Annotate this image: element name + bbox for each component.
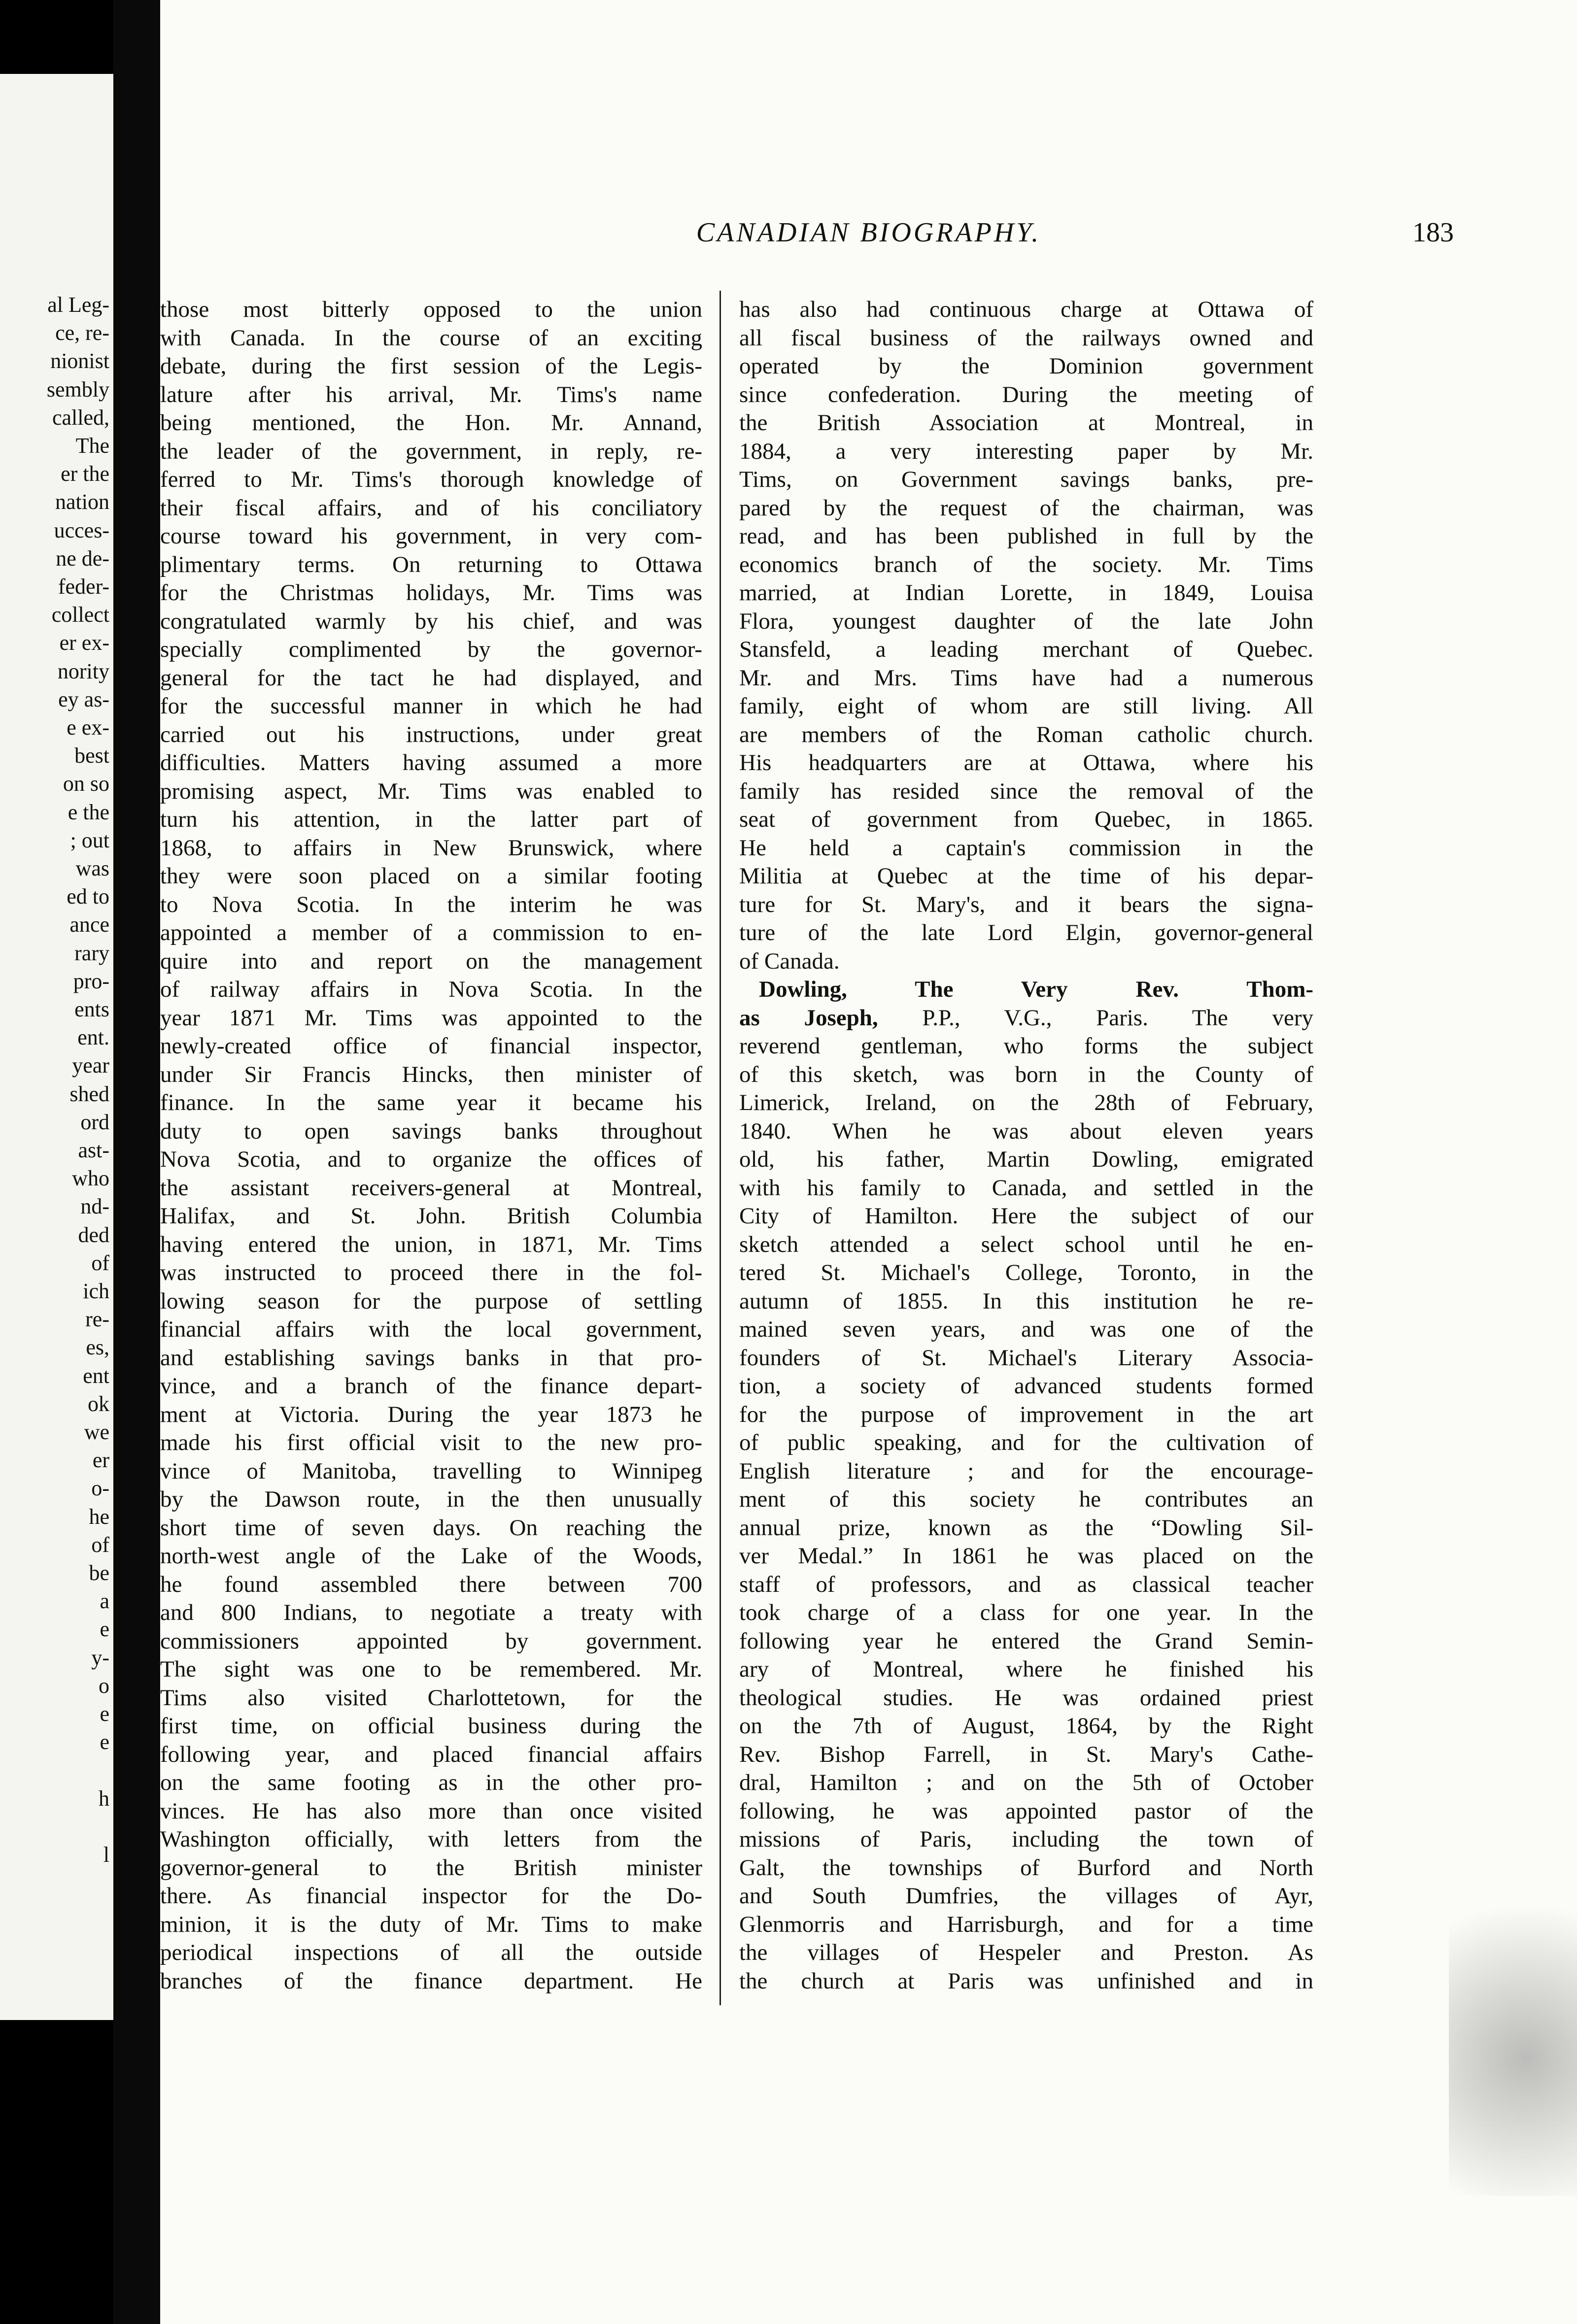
text-line: general for the tact he had displayed, and <box>160 665 702 691</box>
text-line: financial affairs with the local government, <box>160 1316 702 1342</box>
facing-page-text-fragment: shed <box>69 1081 109 1106</box>
facing-page-text-fragment: ed to <box>67 884 109 909</box>
running-head: CANADIAN BIOGRAPHY. <box>696 217 1041 248</box>
text-line: made his first official visit to the new pro- <box>160 1430 702 1455</box>
text-line: Tims also visited Charlottetown, for the <box>160 1684 702 1711</box>
text-line: old, his father, Martin Dowling, emigrated <box>739 1146 1313 1172</box>
facing-page-text-fragment: he <box>89 1504 109 1529</box>
text-line: founders of St. Michael's Literary Associa- <box>739 1345 1313 1371</box>
text-line: 1868, to affairs in New Brunswick, where <box>160 835 702 861</box>
text-line: vince, and a branch of the finance depart- <box>160 1373 702 1399</box>
text-line: on the 7th of August, 1864, by the Right <box>739 1713 1313 1739</box>
text-line: following, he was appointed pastor of the <box>739 1798 1313 1824</box>
text-line: course toward his government, in very com- <box>160 523 702 549</box>
facing-page-text-fragment: ; out <box>70 828 109 852</box>
facing-page-text-fragment: er the <box>61 462 109 486</box>
entry-name-part2: as Joseph, <box>739 1005 878 1031</box>
text-line: economics branch of the society. Mr. Tims <box>739 551 1313 577</box>
facing-page-text-fragment: y- <box>91 1645 109 1670</box>
text-line: tered St. Michael's College, Toronto, in the <box>739 1260 1313 1285</box>
facing-page-text-fragment: was <box>75 856 109 880</box>
text-line: was instructed to proceed there in the fol- <box>160 1260 702 1285</box>
facing-page-text-fragment: ent <box>83 1363 109 1388</box>
text-line: ferred to Mr. Tims's thorough knowledge of <box>160 467 702 492</box>
facing-page-text-fragment: ne de- <box>56 546 109 571</box>
text-line: the church at Paris was unfinished and in <box>739 1968 1313 1994</box>
text-line: with his family to Canada, and settled in the <box>739 1175 1313 1201</box>
text-line: appointed a member of a commission to en- <box>160 920 702 945</box>
text-line: vinces. He has also more than once visited <box>160 1798 702 1824</box>
facing-page-text-fragment: ich <box>83 1279 109 1303</box>
text-line: theological studies. He was ordained priest <box>739 1684 1313 1711</box>
facing-page-text-fragment: nd- <box>80 1194 109 1219</box>
text-line: ary of Montreal, where he finished his <box>739 1656 1313 1682</box>
text-column-left <box>160 296 702 1995</box>
tims-entry-continuation <box>739 296 1313 976</box>
facing-page-text-fragment: re- <box>85 1307 109 1332</box>
text-line: being mentioned, the Hon. Mr. Annand, <box>160 410 702 436</box>
facing-page-text-fragment: ast- <box>78 1138 109 1162</box>
facing-page-text-fragment: called, <box>52 405 109 430</box>
column-divider <box>720 291 721 2005</box>
text-line: ver Medal.” In 1861 he was placed on the <box>739 1543 1313 1569</box>
dowling-entry-body <box>739 1032 1313 1995</box>
facing-page-text-fragment: nionist <box>50 349 109 373</box>
facing-page-text-fragment: we <box>84 1420 109 1444</box>
text-line: lature after his arrival, Mr. Tims's name <box>160 381 702 407</box>
text-line: He held a captain's commission in the <box>739 835 1313 861</box>
text-line: Halifax, and St. John. British Columbia <box>160 1203 702 1229</box>
text-line: the British Association at Montreal, in <box>739 410 1313 436</box>
facing-page-text-fragment: e ex- <box>67 715 109 740</box>
text-line: and 800 Indians, to negotiate a treaty with <box>160 1600 702 1625</box>
text-line: read, and has been published in full by the <box>739 523 1313 549</box>
text-line: of this sketch, was born in the County of <box>739 1061 1313 1087</box>
facing-page-text-fragment: er <box>92 1448 109 1473</box>
facing-page-text-fragment: er ex- <box>59 631 109 655</box>
text-line: their fiscal affairs, and of his conciliatory <box>160 495 702 521</box>
text-line: dral, Hamilton ; and on the 5th of October <box>739 1770 1313 1795</box>
text-line: ture for St. Mary's, and it bears the signa- <box>739 891 1313 917</box>
text-line: newly-created office of financial inspector, <box>160 1033 702 1059</box>
text-line: has also had continuous charge at Ottawa of <box>739 297 1313 322</box>
entry-heading-line-1 <box>739 976 1313 1004</box>
text-line: ment of this society he contributes an <box>739 1486 1313 1512</box>
text-line: to Nova Scotia. In the interim he was <box>160 891 702 917</box>
text-line: ture of the late Lord Elgin, governor-general <box>739 920 1313 945</box>
facing-page-text-fragment: of <box>91 1250 109 1275</box>
facing-page-text-fragment: be <box>89 1561 109 1585</box>
facing-page-fragment <box>0 74 113 2020</box>
text-line: Stansfeld, a leading merchant of Quebec. <box>739 637 1313 662</box>
entry-heading-line-2 <box>739 1004 1313 1033</box>
text-line: City of Hamilton. Here the subject of our <box>739 1203 1313 1229</box>
facing-page-text-fragment: rary <box>74 941 109 965</box>
text-line: minion, it is the duty of Mr. Tims to make <box>160 1911 702 1937</box>
scan-noise <box>1449 1851 1577 2196</box>
text-line: 1884, a very interesting paper by Mr. <box>739 438 1313 464</box>
text-line: quire into and report on the management <box>160 948 702 974</box>
text-line: periodical inspections of all the outside <box>160 1940 702 1965</box>
text-line: he found assembled there between 700 <box>160 1571 702 1597</box>
text-line: branches of the finance department. He <box>160 1968 702 1994</box>
facing-page-text-fragment: feder- <box>58 574 109 599</box>
facing-page-text-fragment: The <box>75 434 109 458</box>
text-line: promising aspect, Mr. Tims was enabled to <box>160 778 702 804</box>
text-line: married, at Indian Lorette, in 1849, Louisa <box>739 580 1313 606</box>
facing-page-text-fragment: al Leg- <box>47 293 109 317</box>
facing-page-text-fragment: o <box>99 1673 109 1698</box>
book-gutter <box>113 0 160 2324</box>
text-line: annual prize, known as the “Dowling Sil- <box>739 1515 1313 1541</box>
text-line: family, eight of whom are still living. All <box>739 693 1313 719</box>
facing-page-text-fragment: on so <box>63 772 109 796</box>
text-line: year 1871 Mr. Tims was appointed to the <box>160 1005 702 1031</box>
text-line: first time, on official business during the <box>160 1713 702 1739</box>
text-line: of public speaking, and for the cultivation of <box>739 1430 1313 1455</box>
facing-page-text-fragment: ce, re- <box>55 321 109 345</box>
text-line: sketch attended a select school until he en- <box>739 1231 1313 1257</box>
text-line: since confederation. During the meeting of <box>739 381 1313 407</box>
text-line: vince of Manitoba, travelling to Winnipeg <box>160 1458 702 1484</box>
text-line: they were soon placed on a similar footing <box>160 863 702 889</box>
text-line: of railway affairs in Nova Scotia. In the <box>160 977 702 1002</box>
facing-page-text-fragment: nation <box>55 490 109 514</box>
text-line: congratulated warmly by his chief, and was <box>160 608 702 634</box>
text-line: reverend gentleman, who forms the subject <box>739 1033 1313 1059</box>
facing-page-text-fragment: who <box>72 1166 109 1191</box>
text-line: English literature ; and for the encourage- <box>739 1458 1313 1484</box>
text-line: all fiscal business of the railways owned and <box>739 325 1313 351</box>
text-line: of Canada. <box>739 948 840 974</box>
facing-page-text-fragment: ord <box>80 1110 109 1134</box>
text-line: seat of government from Quebec, in 1865. <box>739 807 1313 832</box>
text-line: ment at Victoria. During the year 1873 he <box>160 1401 702 1427</box>
text-line: Washington officially, with letters from the <box>160 1826 702 1852</box>
book-page <box>160 0 1577 2324</box>
facing-page-text-fragment: e <box>100 1617 109 1642</box>
text-line: the assistant receivers-general at Montreal, <box>160 1175 702 1201</box>
text-line: family has resided since the removal of the <box>739 778 1313 804</box>
facing-page-text-fragment: sembly <box>46 377 109 402</box>
text-line: turn his attention, in the latter part of <box>160 807 702 832</box>
facing-page-text-fragment: year <box>72 1053 109 1078</box>
facing-page-text-fragment: ent. <box>77 1025 109 1050</box>
facing-page-text-fragment: ok <box>88 1391 109 1416</box>
text-line: those most bitterly opposed to the union <box>160 297 702 322</box>
facing-page-text-fragment: ded <box>78 1222 109 1247</box>
text-line: are members of the Roman catholic church. <box>739 721 1313 747</box>
text-line: missions of Paris, including the town of <box>739 1826 1313 1852</box>
text-line: under Sir Francis Hincks, then minister of <box>160 1061 702 1087</box>
text-line: plimentary terms. On returning to Ottawa <box>160 551 702 577</box>
text-line: on the same footing as in the other pro- <box>160 1770 702 1795</box>
facing-page-text-fragment: es, <box>86 1335 109 1360</box>
text-line: Flora, youngest daughter of the late John <box>739 608 1313 634</box>
facing-page-text-fragment: e <box>100 1702 109 1726</box>
text-line: His headquarters are at Ottawa, where his <box>739 750 1313 775</box>
text-line: difficulties. Matters having assumed a more <box>160 750 702 775</box>
text-line: staff of professors, and as classical teacher <box>739 1571 1313 1597</box>
facing-page-text-fragment: ents <box>74 997 109 1021</box>
facing-page-text-fragment: l <box>103 1843 109 1867</box>
text-line: short time of seven days. On reaching the <box>160 1515 702 1541</box>
text-line: Rev. Bishop Farrell, in St. Mary's Cathe- <box>739 1741 1313 1767</box>
biography-entry-dowling <box>739 976 1313 1032</box>
text-line: the leader of the government, in reply, re- <box>160 438 702 464</box>
facing-page-text-fragment: e the <box>68 800 109 824</box>
text-line: finance. In the same year it became his <box>160 1090 702 1115</box>
text-column-right <box>739 296 1313 1995</box>
text-line: tion, a society of advanced students formed <box>739 1373 1313 1399</box>
text-line: lowing season for the purpose of settling <box>160 1288 702 1314</box>
entry-name-suffix: P.P., V.G., Paris. The very <box>878 1005 1313 1031</box>
text-line: Glenmorris and Harrisburgh, and for a time <box>739 1911 1313 1937</box>
text-line: Galt, the townships of Burford and North <box>739 1854 1313 1881</box>
facing-page-text-fragment: h <box>99 1786 109 1811</box>
text-line: for the successful manner in which he had <box>160 693 702 719</box>
text-line: specially complimented by the governor- <box>160 637 702 662</box>
page-number: 183 <box>1412 217 1454 248</box>
text-line: carried out his instructions, under great <box>160 721 702 747</box>
text-line: by the Dawson route, in the then unusually <box>160 1486 702 1512</box>
entry-name-part1: Dowling, The Very Rev. Thom- <box>759 977 1313 1002</box>
page-header <box>160 217 1577 256</box>
text-line: having entered the union, in 1871, Mr. Tims <box>160 1231 702 1257</box>
text-line: following year, and placed financial affairs <box>160 1741 702 1767</box>
text-line: 1840. When he was about eleven years <box>739 1118 1313 1144</box>
facing-page-text-fragment: a <box>100 1589 109 1614</box>
text-line: duty to open savings banks throughout <box>160 1118 702 1144</box>
facing-page-text-fragment: best <box>74 743 109 768</box>
text-line: operated by the Dominion government <box>739 353 1313 379</box>
text-line: for the Christmas holidays, Mr. Tims was <box>160 580 702 606</box>
facing-page-text-fragment: pro- <box>73 969 109 993</box>
text-line: took charge of a class for one year. In the <box>739 1600 1313 1625</box>
text-line: commissioners appointed by government. <box>160 1628 702 1654</box>
text-line: mained seven years, and was one of the <box>739 1316 1313 1342</box>
text-line: north-west angle of the Lake of the Woods, <box>160 1543 702 1569</box>
text-line: The sight was one to be remembered. Mr. <box>160 1656 702 1682</box>
text-line: pared by the request of the chairman, was <box>739 495 1313 521</box>
text-line: Mr. and Mrs. Tims have had a numerous <box>739 665 1313 691</box>
text-line: with Canada. In the course of an exciting <box>160 325 702 351</box>
text-line: there. As financial inspector for the Do- <box>160 1883 702 1909</box>
facing-page-text-fragment: o- <box>91 1476 109 1501</box>
facing-page-text-fragment: collect <box>51 603 109 627</box>
facing-page-text-fragment: nority <box>57 659 109 683</box>
text-line: the villages of Hespeler and Preston. As <box>739 1940 1313 1965</box>
text-line: Nova Scotia, and to organize the offices of <box>160 1146 702 1172</box>
text-line: Tims, on Government savings banks, pre- <box>739 467 1313 492</box>
text-line: autumn of 1855. In this institution he re- <box>739 1288 1313 1314</box>
text-line: governor-general to the British minister <box>160 1854 702 1881</box>
text-line: Militia at Quebec at the time of his depar- <box>739 863 1313 889</box>
text-line: Limerick, Ireland, on the 28th of February, <box>739 1090 1313 1115</box>
facing-page-text-fragment: ance <box>69 912 109 937</box>
facing-page-text-fragment: e <box>100 1730 109 1754</box>
facing-page-text-fragment: ey as- <box>58 687 109 711</box>
text-line: and establishing savings banks in that pro- <box>160 1345 702 1371</box>
text-line: following year he entered the Grand Semin- <box>739 1628 1313 1654</box>
text-line: for the purpose of improvement in the art <box>739 1401 1313 1427</box>
facing-page-text-fragment: of <box>91 1532 109 1557</box>
text-line: debate, during the first session of the Legis- <box>160 353 702 379</box>
text-line: and South Dumfries, the villages of Ayr, <box>739 1883 1313 1909</box>
facing-page-text-fragment: ucces- <box>54 518 109 542</box>
